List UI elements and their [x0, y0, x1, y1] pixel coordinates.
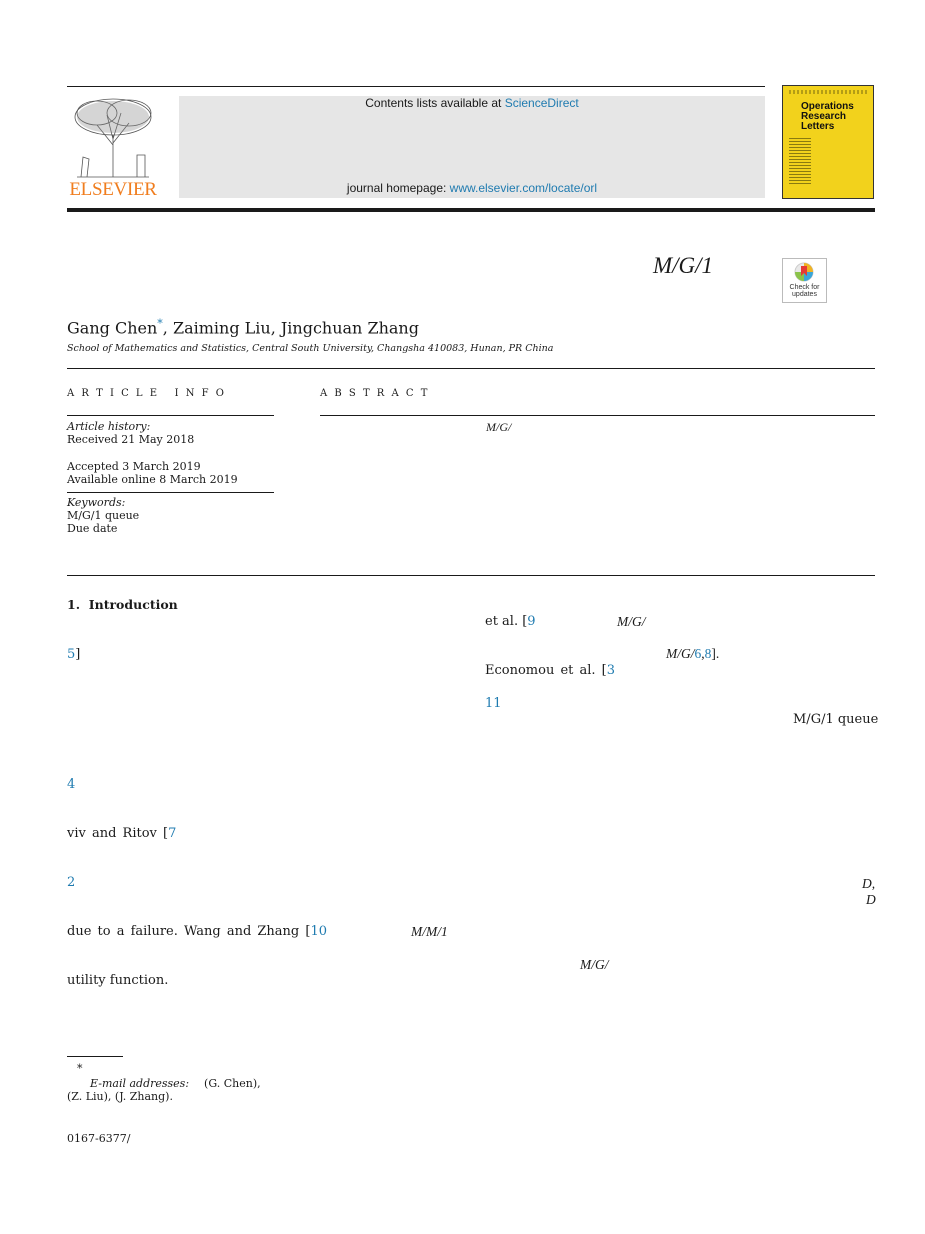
mg68-math: M/G/: [666, 646, 695, 661]
left-ref5-line: [67, 647, 80, 663]
abstract-bottom-rule: [67, 575, 875, 576]
online-date: Available online 8 March 2019: [67, 473, 238, 486]
issn-line: 0167-6377/: [67, 1132, 131, 1145]
ref-4-link[interactable]: 4: [67, 777, 76, 792]
masthead-top-rule: [67, 86, 765, 87]
right-mg1queue: M/G/1 queue: [793, 712, 879, 727]
affiliation-rule: [67, 368, 875, 369]
corresponding-author-mark[interactable]: *: [157, 317, 163, 330]
sciencedirect-link[interactable]: ScienceDirect: [504, 96, 579, 110]
article-info-heading: A R T I C L E I N F O: [67, 388, 226, 399]
received-date: Received 21 May 2018: [67, 433, 195, 446]
right-mg68-line: [666, 646, 719, 662]
footnote-rule: [67, 1056, 123, 1057]
due-text: due to a failure. Wang and Zhang [: [67, 924, 311, 939]
econ-text: Economou et al. [: [485, 663, 607, 678]
ref-3-link[interactable]: 3: [606, 663, 616, 678]
contents-prefix: Contents lists available at: [365, 96, 502, 110]
badge-line-2: updates: [792, 291, 817, 298]
intro-heading: 1. Introduction: [67, 597, 178, 612]
abstract-rule: [320, 415, 875, 416]
right-mg-math-1: M/G/: [617, 614, 646, 629]
etal-text: et al. [: [485, 614, 528, 629]
email-1: (G. Chen),: [204, 1077, 261, 1090]
footnote-email-line: [90, 1077, 261, 1090]
keywords-label: Keywords:: [67, 496, 126, 509]
footnote-email-2: (Z. Liu), (J. Zhang).: [67, 1090, 173, 1103]
crossmark-icon: [794, 262, 814, 282]
author-rest: , Zaiming Liu, Jingchuan Zhang: [162, 318, 419, 338]
ref-8-link[interactable]: 8: [704, 646, 712, 661]
left-due-line: [67, 924, 327, 940]
mm1-math: M/M/1: [411, 924, 448, 939]
keyword-2: Due date: [67, 522, 118, 535]
article-info-rule-1: [67, 415, 274, 416]
masthead-thick-rule: [67, 208, 875, 212]
ref-2-link[interactable]: 2: [67, 875, 76, 890]
right-etal-line: [485, 614, 536, 630]
abstract-heading: A B S T R A C T: [320, 388, 430, 399]
history-label: Article history:: [67, 420, 151, 433]
article-info-rule-2: [67, 492, 274, 493]
right-mg-math-2: M/G/: [580, 957, 609, 972]
ref-10-link[interactable]: 10: [310, 924, 327, 939]
abstract-fragment: M/G/: [486, 420, 512, 434]
elsevier-tree-icon: [67, 95, 159, 179]
utility-line: utility function.: [67, 973, 169, 988]
ref-comma: ,: [701, 646, 705, 661]
ref-11-link[interactable]: 11: [485, 696, 502, 711]
author-first: Gang Chen: [67, 318, 158, 338]
right-econ-line: [485, 663, 615, 679]
keyword-1: M/G/1 queue: [67, 509, 140, 522]
author-line: [67, 317, 419, 337]
ref-5-tail: ]: [75, 647, 81, 662]
journal-cover: [782, 85, 874, 199]
cover-top-strip: [789, 90, 867, 94]
viv-text: viv and Ritov [: [67, 826, 169, 841]
right-d1: D,: [862, 876, 876, 891]
ref-7-link[interactable]: 7: [168, 826, 177, 841]
ref-5-link[interactable]: 5: [67, 647, 76, 662]
affiliation: School of Mathematics and Statistics, Central South University, Changsha 410083, Hunan, PR China: [67, 343, 554, 354]
cover-title-2: Research: [801, 111, 847, 122]
ref-6-link[interactable]: 6: [694, 646, 702, 661]
left-viv-line: [67, 826, 176, 842]
badge-line-1: Check for: [789, 284, 820, 291]
ref-9-link[interactable]: 9: [527, 614, 536, 629]
homepage-line: [179, 181, 765, 195]
cover-contents-block: [789, 136, 811, 186]
elsevier-wordmark: ELSEVIER: [69, 179, 157, 200]
right-d2: D: [866, 892, 876, 907]
article-title-math: M/G/1: [653, 253, 714, 278]
footnote-star: *: [77, 1062, 83, 1075]
cover-title-1: Operations: [801, 101, 854, 112]
homepage-prefix: journal homepage:: [346, 181, 447, 195]
contents-line: [179, 96, 765, 110]
journal-homepage-link[interactable]: www.elsevier.com/locate/orl: [449, 181, 598, 195]
check-for-updates-badge[interactable]: [782, 258, 827, 303]
masthead-banner: [179, 96, 765, 198]
accepted-date: Accepted 3 March 2019: [67, 460, 201, 473]
cover-title-3: Letters: [801, 121, 835, 132]
email-label: E-mail addresses:: [90, 1077, 190, 1090]
elsevier-logo: [67, 95, 159, 199]
ref-end: ].: [711, 646, 720, 661]
